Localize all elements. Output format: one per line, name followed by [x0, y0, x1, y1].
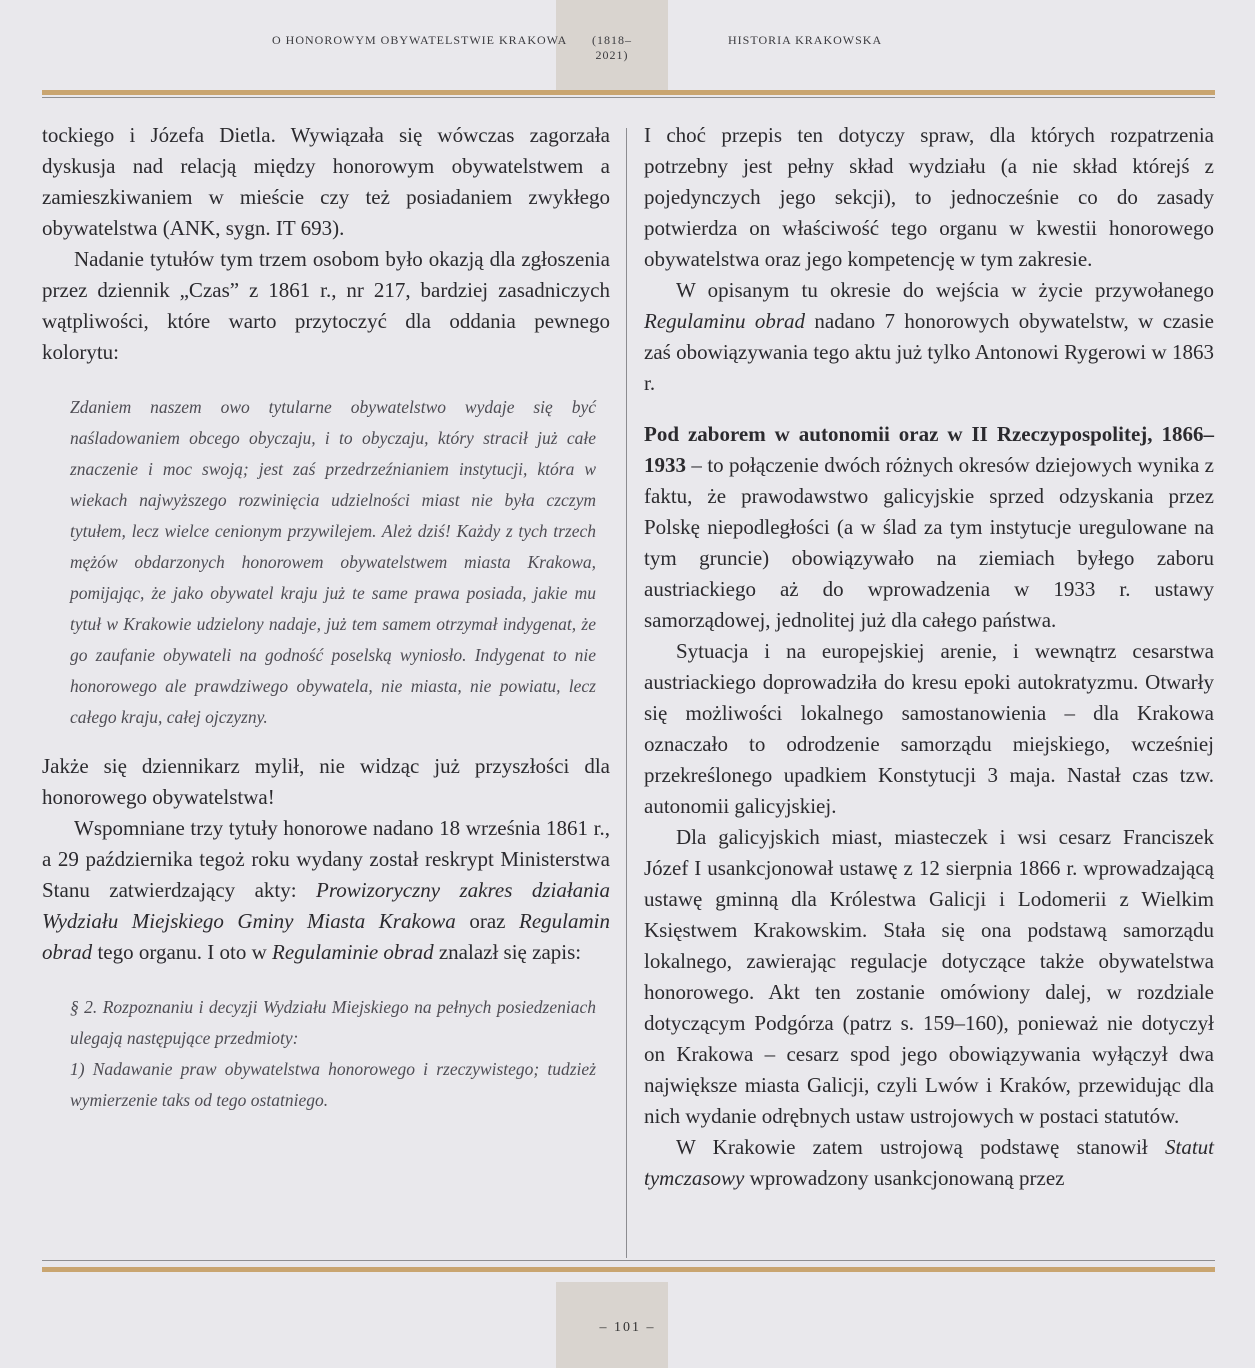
left-paragraph-4: [42, 813, 610, 968]
column-divider: [626, 128, 627, 1258]
p4-title-regulaminie: Regulaminie obrad: [272, 940, 434, 964]
bottom-rule-thin: [42, 1260, 1215, 1261]
running-head-left: O HONOROWYM OBYWATELSTWIE KRAKOWA: [272, 33, 568, 47]
p4-text-e: tego organu. I oto w: [92, 940, 273, 964]
right-paragraph-2: [644, 275, 1214, 399]
p2-text-a: W opisanym tu okresie do wejścia w życie przywołanego: [676, 278, 1214, 302]
p6-text-c: wprowadzony usankcjonowaną przez: [744, 1166, 1065, 1190]
section-heading-paragraph: [644, 419, 1214, 636]
regulamin-quote-line-2: 1) Nadawanie praw obywatelstwa honorowego i rzeczywistego; tudzież wymierzenie taks od tego ostatniego.: [70, 1059, 596, 1110]
section-heading: Pod zaborem w autonomii oraz w II Rzeczypospolitej, 1866–1933: [644, 422, 1214, 477]
p4-text-c: oraz: [455, 909, 520, 933]
top-rule-thin: [42, 97, 1215, 98]
section-gap: [644, 399, 1214, 419]
running-head-right: HISTORIA KRAKOWSKA: [728, 33, 883, 47]
p4-title-prowizoryczny: Prowizoryczny zakres działania Wydziału Miejskiego Gminy Miasta Krakowa: [42, 878, 610, 933]
regulamin-quotation: [70, 992, 596, 1116]
p4-text-a: Wspomniane trzy tytuły honorowe nadano 18 września 1861 r., a 29 października tegoż roku wydany został reskrypt Ministerstwa Stanu zatwierdzający akty:: [42, 816, 610, 902]
bottom-rule-gold: [42, 1267, 1215, 1272]
right-column: [644, 120, 1214, 1194]
top-rule: [42, 90, 1215, 100]
right-paragraph-4: Sytuacja i na europejskiej arenie, i wewnątrz cesarstwa austriackiego doprowadziła do kresu epoki autokratyzmu. Otwarły się możliwości lokalnego samostanowienia – dla Krakowa oznaczało to odrodzenie samorządu miejskiego, wcześniej przekreślonego upadkiem Konstytucji 3 maja. Nastał czas tzw. autonomii galicyjskiej.: [644, 639, 1214, 818]
left-paragraph-1: tockiego i Józefa Dietla. Wywiązała się wówczas zagorzała dyskusja nad relacją między honorowym obywatelstwem a zamieszkiwaniem w mieście czy też posiadaniem zwykłego obywatelstwa (ANK, sygn. IT 693).: [42, 123, 610, 240]
left-paragraph-2: Nadanie tytułów tym trzem osobom było okazją dla zgłoszenia przez dziennik „Czas” z 1861 r., nr 217, bardziej zasadniczych wątpliwości, które warto przytoczyć dla oddania pewnego kolorytu:: [42, 247, 610, 364]
p6-title-statut: Statut tymczasowy: [644, 1135, 1214, 1190]
running-head-dates: (1818–2021): [592, 33, 632, 62]
left-column: [42, 120, 610, 1116]
page-number: – 101 –: [599, 1320, 656, 1335]
right-paragraph-5: Dla galicyjskich miast, miasteczek i wsi cesarz Franciszek Józef I usankcjonował ustawę z 12 sierpnia 1866 r. wprowadzającą ustawę gminną dla Królestwa Galicji i Lodomerii z Wielkim Księstwem Krakowskim. Stała się ona podstawą samorządu lokalnego, zawierając regulacje dotyczące także obywatelstwa honorowego. Akt ten zostanie omówiony dalej, w rozdziale dotyczącym Podgórza (patrz s. 159–160), ponieważ nie dotyczył on Krakowa – cesarz spod jego obowiązywania wyłączył dwa największe miasta Galicji, czyli Lwów i Kraków, przewidując dla nich wydanie odrębnych ustaw ustrojowych w postaci statutów.: [644, 825, 1214, 1128]
left-paragraph-3: Jakże się dziennikarz mylił, nie widząc już przyszłości dla honorowego obywatelstwa!: [42, 754, 610, 809]
bottom-rule: [42, 1254, 1215, 1284]
top-rule-gold: [42, 90, 1215, 95]
right-paragraph-1: I choć przepis ten dotyczy spraw, dla których rozpatrzenia potrzebny jest pełny skład wydziału (a nie skład którejś z pojedynczych jego sekcji), to jednocześnie co do zasady potwierdza on właściwość tego organu w kwestii honorowego obywatelstwa oraz jego kompetencję w tym zakresie.: [644, 123, 1214, 271]
section-heading-rest: – to połączenie dwóch różnych okresów dziejowych wynika z faktu, że prawodawstwo galicyjskie sprzed odzyskania przez Polskę niepodległości (a w ślad za tym instytucje uregulowane na tym gruncie) obowiązywało na ziemiach byłego zaboru austriackiego aż do wprowadzenia w 1933 r. ustawy samorządowej, jednolitej już dla całego państwa.: [644, 453, 1214, 632]
p2-text-c: nadano 7 honorowych obywatelstw, w czasie zaś obowiązywania tego aktu już tylko Antonowi Rygerowi w 1863 r.: [644, 309, 1214, 395]
running-head: [0, 28, 1255, 62]
p2-title-regulaminu: Regulaminu obrad: [644, 309, 806, 333]
right-paragraph-6: [644, 1132, 1214, 1194]
czas-quotation: Zdaniem naszem owo tytularne obywatelstwo wydaje się być naśladowaniem obcego obyczaju, i to obyczaju, który stracił już całe znaczenie i moc swoją; jest zaś przedrzeźnianiem instytucji, która w wiekach najwyższego rozwinięcia udzielności miast nie była czczym tytułem, lecz wielce cenionym przywilejem. Ależ dziś! Każdy z tych trzech mężów obdarzonych honorowem obywatelstwem miasta Krakowa, pomijając, że jako obywatel kraju już te same prawa posiada, jakie mu tytuł w Krakowie udzielony nadaje, już tem samem otrzymał indygenat, że go zaufanie obywateli na godność poselską wyniosło. Indygenat to nie honorowego ale prawdziwego obywatela, nie miasta, nie powiatu, lecz całego kraju, całej ojczyzny.: [70, 397, 596, 727]
p4-text-g: znalazł się zapis:: [433, 940, 582, 964]
p6-text-a: W Krakowie zatem ustrojową podstawę stanowił: [676, 1135, 1165, 1159]
regulamin-quote-line-1: § 2. Rozpoznaniu i decyzji Wydziału Miejskiego na pełnych posiedzeniach ulegają następujące przedmioty:: [70, 997, 596, 1048]
p4-title-regulamin: Regulamin obrad: [42, 909, 610, 964]
